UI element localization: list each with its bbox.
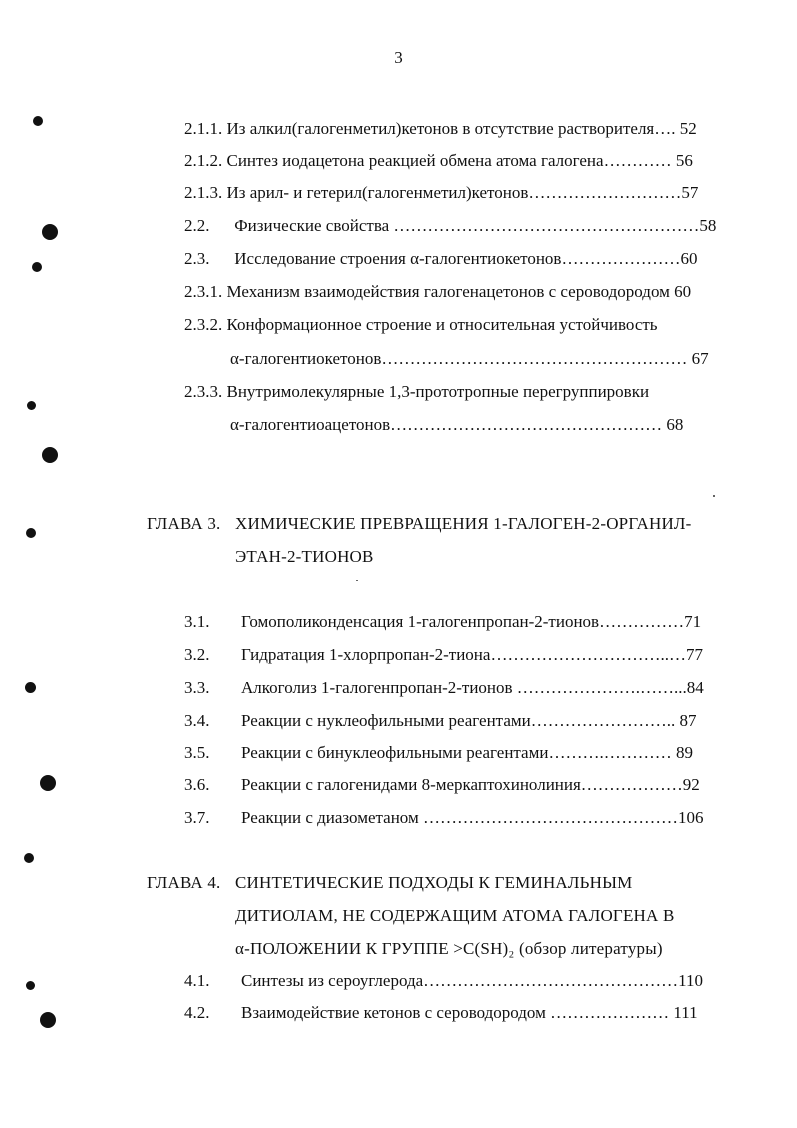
entry-number: 3.2. <box>184 645 210 664</box>
entry-text: Взаимодействие кетонов с сероводородом ………………… 111 <box>241 1003 698 1022</box>
entry-text: α-галогентиокетонов……………………………………………… 67 <box>230 349 709 368</box>
toc-entry-continuation <box>230 415 683 435</box>
binder-hole-icon <box>24 853 34 863</box>
binder-hole-icon <box>26 981 35 990</box>
entry-text: Синтезы из сероуглерода………………………………………110 <box>241 971 704 990</box>
chapter-heading-continuation: ДИТИОЛАМ, НЕ СОДЕРЖАЩИМ АТОМА ГАЛОГЕНА В <box>235 906 675 925</box>
entry-number: 3.3. <box>184 678 210 697</box>
toc-entry <box>184 249 697 269</box>
entry-number: 4.2. <box>184 1003 210 1022</box>
binder-hole-icon <box>42 224 58 240</box>
entry-text: Физические свойства ………………………………………………58 <box>234 216 717 235</box>
toc-entry <box>184 645 703 665</box>
chapter-heading-continuation: ЭТАН-2-ТИОНОВ <box>235 547 374 566</box>
entry-number: 2.2. <box>184 216 210 235</box>
chapter-label: ГЛАВА 3. <box>147 514 221 533</box>
entry-number: 2.3.2. <box>184 315 223 334</box>
binder-hole-icon <box>25 682 36 693</box>
chapter-heading <box>147 514 692 534</box>
toc-entry <box>184 808 703 828</box>
binder-hole-icon <box>32 262 42 272</box>
chapter-title: СИНТЕТИЧЕСКИЕ ПОДХОДЫ К ГЕМИНАЛЬНЫМ <box>235 873 633 892</box>
scan-speck <box>356 580 358 581</box>
entry-number: 3.6. <box>184 775 210 794</box>
entry-number: 3.7. <box>184 808 210 827</box>
entry-text: Реакции с галогенидами 8-меркаптохинолиния………………92 <box>241 775 700 794</box>
toc-entry <box>184 315 658 335</box>
entry-text: Синтез иодацетона реакцией обмена атома галогена………… 56 <box>226 151 693 170</box>
binder-hole-icon <box>40 1012 56 1028</box>
entry-text: Реакции с бинуклеофильными реагентами……….………… 89 <box>241 743 693 762</box>
entry-text: Исследование строения α-галогентиокетонов…………………60 <box>234 249 698 268</box>
entry-number: 2.1.3. <box>184 183 223 202</box>
scan-speck <box>713 495 715 497</box>
toc-entry-continuation <box>230 349 709 369</box>
binder-hole-icon <box>26 528 36 538</box>
toc-entry <box>184 971 703 991</box>
toc-entry <box>184 382 649 402</box>
entry-text: Из арил- и гетерил(галогенметил)кетонов………………………57 <box>226 183 699 202</box>
entry-number: 3.1. <box>184 612 210 631</box>
entry-number: 2.3.3. <box>184 382 223 401</box>
toc-entry <box>184 775 700 795</box>
chapter-label: ГЛАВА 4. <box>147 873 221 892</box>
toc-entry <box>184 119 697 139</box>
entry-text: Реакции с нуклеофильными реагентами…………………….. 87 <box>241 711 697 730</box>
entry-number: 2.3. <box>184 249 210 268</box>
entry-text: Алкоголиз 1-галогенпропан-2-тионов ………………….……...84 <box>241 678 704 697</box>
entry-number: 4.1. <box>184 971 210 990</box>
toc-entry <box>184 183 698 203</box>
chapter-heading <box>147 873 632 893</box>
binder-hole-icon <box>40 775 56 791</box>
toc-entry <box>184 612 701 632</box>
toc-entry <box>184 282 691 302</box>
entry-text: α-галогентиоацетонов………………………………………… 68 <box>230 415 684 434</box>
toc-entry <box>184 678 704 698</box>
toc-entry <box>184 151 693 171</box>
toc-entry <box>184 743 693 763</box>
entry-number: 2.1.2. <box>184 151 223 170</box>
binder-hole-icon <box>33 116 43 126</box>
entry-text: Из алкил(галогенметил)кетонов в отсутствие растворителя…. 52 <box>226 119 697 138</box>
entry-number: 3.4. <box>184 711 210 730</box>
entry-number: 2.3.1. <box>184 282 223 301</box>
binder-hole-icon <box>27 401 36 410</box>
entry-text: Конформационное строение и относительная устойчивость <box>226 315 658 334</box>
page-number: 3 <box>394 48 403 67</box>
entry-text: Механизм взаимодействия галогенацетонов с сероводородом 60 <box>226 282 692 301</box>
binder-hole-icon <box>42 447 58 463</box>
toc-entry <box>184 1003 698 1023</box>
entry-text: Внутримолекулярные 1,3-прототропные перегруппировки <box>226 382 650 401</box>
entry-number: 3.5. <box>184 743 210 762</box>
chapter-title: ХИМИЧЕСКИЕ ПРЕВРАЩЕНИЯ 1-ГАЛОГЕН-2-ОРГАНИЛ- <box>235 514 692 533</box>
entry-text: Реакции с диазометаном ………………………………………106 <box>241 808 704 827</box>
entry-text: Гидратация 1-хлорпропан-2-тиона…………………………..…77 <box>241 645 703 664</box>
entry-text: Гомополиконденсация 1-галогенпропан-2-тионов……………71 <box>241 612 702 631</box>
chapter-heading-continuation: α-ПОЛОЖЕНИИ К ГРУППЕ >C(SH)₂ (обзор литературы) <box>235 939 663 958</box>
toc-entry <box>184 711 696 731</box>
entry-number: 2.1.1. <box>184 119 223 138</box>
toc-entry <box>184 216 716 236</box>
